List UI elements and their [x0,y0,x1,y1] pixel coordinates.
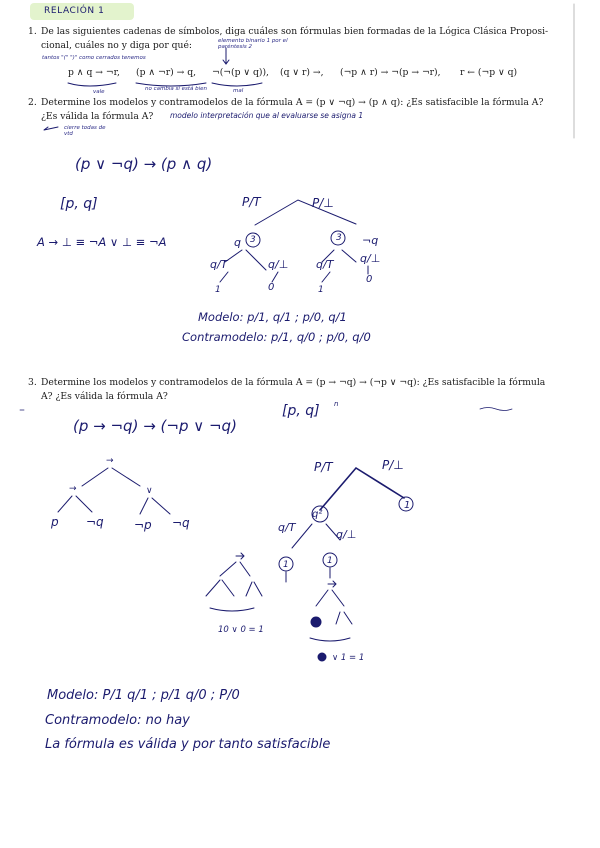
tree2-leaf-3: q/T [316,258,334,271]
mini-brace-2 [310,638,350,641]
formula-6: r ← (¬p ∨ q) [460,67,518,78]
tree2-leaf-edges [220,266,368,282]
exercise-1-number: 1. [28,26,37,37]
brace-formula-3 [212,83,262,86]
work3-modelo: Modelo: P/1 q/1 ; p/1 q/0 ; P/0 [47,688,240,703]
arrow-note-elemento [223,48,229,64]
work2-vars: [p, q] [60,196,98,212]
tree2-left-edges [225,250,266,270]
tree2-root-edges [255,200,356,225]
mini-edges-2 [206,580,262,596]
exercise-2-number: 2. [28,97,37,108]
tree3-root-edges [320,468,404,510]
work3-eq2: ∨ 1 = 1 [332,653,365,663]
arrow-cierre [44,127,58,130]
exercise-3-line1: Determine los modelos y contramodelos de la fórmula A = (p → ¬q) → (¬p ∨ ¬q): ¿Es satisfacible la fórmula [41,377,546,388]
tree2-node-3b: 3 [336,233,342,243]
tree2-leaf-2: q/⊥ [268,258,289,271]
mini-edges-4 [336,612,352,624]
work3-formula: (p → ¬q) → (¬p ∨ ¬q) [73,417,237,435]
tree2-val-3: 1 [318,285,324,295]
formula-1: p ∧ q → ¬r, [68,67,120,78]
note-modelo-def: modelo interpretación que al evaluarse se asigna 1 [170,111,364,120]
note-cierre: cierre todas de vtd [64,125,106,137]
tree2-right-edges [322,250,356,262]
tree3-circle-q2 [312,506,328,522]
exercise-1-line1: De las siguientes cadenas de símbolos, diga cuáles son fórmulas bien formadas de la Lógica Clásica Proposi- [41,26,549,37]
work3-conclusion: La fórmula es válida y por tanto satisfacible [45,737,331,752]
exercise-2-line2: ¿Es válida la fórmula A? [41,111,154,122]
tree3-or-op: ∨ [146,486,153,496]
shaded-dot-2 [318,653,326,661]
scribble-top-right [480,408,512,411]
tree2-root-right: P/⊥ [312,196,334,210]
work2-formula: (p ∨ ¬q) → (p ∧ q) [75,155,213,173]
tree3-node-q2: q² [312,509,323,520]
work2-modelo: Modelo: p/1, q/1 ; p/0, q/1 [198,310,347,324]
note-tantos: tantos "(" ")" como cerrados tenemos [42,55,146,61]
tree3-circle-1 [399,497,413,511]
formula-5: (¬p ∧ r) → ¬(p → ¬r), [340,67,441,78]
tree3-or-edges [140,498,170,514]
mini-arrow-2 [328,581,336,587]
note-vale: vale [93,89,105,95]
tree3-circle-left [279,557,293,571]
tree3-leaf-np: ¬p [134,518,152,532]
formula-3: ¬(¬(p ∨ q)), [212,67,269,78]
tree3-root-left: P/T [314,460,333,474]
tree2-node-3: 3 [250,235,256,245]
work2-contramodelo: Contramodelo: p/1, q/0 ; p/0, q/0 [182,330,371,344]
work3-contramodelo: Contramodelo: no hay [45,713,190,728]
note-no-cambia: no cambia si está bien [145,86,208,92]
work3-vars: [p, q] [282,403,320,419]
tree3-leaf-nq: ¬q [86,515,104,529]
exercise-3-number: 3. [28,377,37,388]
mini-arrow-1 [236,553,244,559]
relacion-title: RELACIÓN 1 [44,6,105,16]
tree3-node-1: 1 [404,500,411,511]
tree3-leaf-nq2: ¬q [172,516,190,530]
tree3-circle-2: 1 [327,556,333,566]
tree3-down-ticks [286,568,330,582]
work3-vars-sup: n [334,400,339,408]
exercise-1-line2: cional, cuáles no y diga por qué: [41,40,192,51]
mini-edges-3 [316,590,344,606]
tree2-node-nq: ¬q [362,234,379,247]
tree3-top-edges [82,468,140,486]
exercise-3-line2: A? ¿Es válida la fórmula A? [41,391,168,402]
tree2-leaf-1: q/T [210,258,228,271]
note-elemento: elemento binario 1 por el paréntesis 2 [218,38,288,50]
tree3-circle-right [323,553,337,567]
tree3-circle-1: 1 [283,560,289,570]
exercise-2-line1: Determine los modelos y contramodelos de la fórmula A = (p ∨ ¬q) → (p ∧ q): ¿Es satisfacible la fórmula A? [41,97,544,108]
work2-reduction: A → ⊥ ≡ ¬A ∨ ⊥ ≡ ¬A [37,235,167,249]
tree3-leaf-qT: q/T [278,521,296,534]
tree3-imp-op: → [69,484,77,494]
tree2-val-1: 1 [215,285,221,295]
shaded-dot-1 [311,617,321,627]
tree3-leaf-p: p [51,515,59,529]
brace-formula-1 [68,83,116,86]
note-mal: mal [233,88,244,94]
tree2-circle-3b [331,231,345,245]
tree3-root-right: P/⊥ [382,458,404,472]
brace-formula-2 [136,83,206,86]
mini-edges-1 [220,562,250,576]
tree2-val-4: 0 [366,274,373,285]
tree3-imp-edges [58,496,92,512]
tree2-circle-3 [246,233,260,247]
tree2-val-2: 0 [268,282,275,293]
tree3-mid-edges [292,524,340,548]
formula-4: (q ∨ r) →, [280,67,324,78]
tree2-node-q: q [234,236,241,249]
tree2-leaf-4: q/⊥ [360,252,381,265]
formula-2: (p ∧ ¬r) → q, [136,67,197,78]
work3-eq1: 10 ∨ 0 = 1 [218,625,264,635]
tree3-leaf-qF: q/⊥ [336,528,357,541]
tree3-top-op: → [106,456,114,466]
mini-brace [210,608,254,611]
tree2-root-left: P/T [242,195,261,209]
